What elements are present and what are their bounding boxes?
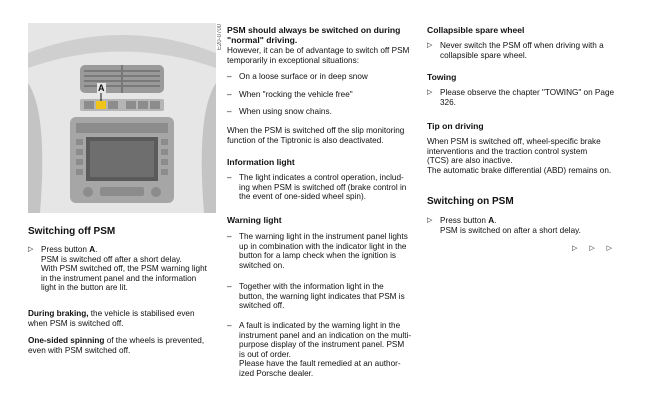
tiptronic-paragraph [227, 126, 419, 145]
tiptronic-text: When the PSM is switched off the slip monitoring [227, 126, 405, 135]
spinning-text: of the wheels is prevented, [104, 336, 205, 345]
information-light-title: Information light [227, 157, 295, 167]
towing-step [427, 88, 627, 107]
spinning-text: even with PSM switched off. [28, 345, 131, 355]
callout-label-a: A [98, 83, 105, 93]
braking-bold: During braking, [28, 309, 89, 318]
list-text: When "rocking the vehicle free" [239, 89, 353, 99]
step-arrow-icon: ▷ [427, 42, 433, 49]
switching-on-title: Switching on PSM [427, 196, 514, 207]
heading-line: "normal" driving. [227, 35, 298, 45]
list-text: ing when PSM is switched off (brake control in [239, 182, 407, 192]
dash-marker: – [227, 89, 232, 99]
list-text: ized Porsche dealer. [239, 368, 314, 378]
list-text: up in combination with the indicator light in the [239, 241, 407, 251]
step-prefix: Press button [41, 245, 90, 254]
continue-arrows-icon: ▷ ▷ ▷ [572, 245, 618, 252]
braking-text: the vehicle is stabilised even [88, 309, 195, 318]
list-text: When using snow chains. [239, 107, 332, 117]
list-text: The light indicates a control operation, includ- [239, 173, 404, 182]
dash-marker: – [227, 282, 232, 291]
tiptronic-text: function of the Tiptronic is also deactivated. [227, 135, 384, 145]
spare-wheel-title: Collapsible spare wheel [427, 25, 525, 35]
step-text: light in the button are lit. [41, 283, 128, 293]
step-arrow-icon: ▷ [427, 217, 433, 224]
intro-paragraph [227, 46, 419, 65]
spinning-bold: One-sided spinning [28, 336, 105, 345]
dash-marker: – [227, 321, 232, 330]
psm-button-highlight [96, 101, 106, 109]
intro-text: temporarily in exceptional situations: [227, 55, 359, 65]
switching-off-title: Switching off PSM [28, 226, 116, 237]
information-light-item [227, 173, 419, 202]
list-text: Together with the information light in the [239, 282, 384, 291]
list-item [227, 90, 419, 100]
list-item [227, 72, 419, 82]
braking-text: when PSM is switched off. [28, 318, 124, 328]
intro-text: However, it can be of advantage to switch off PSM [227, 46, 410, 55]
list-text: switched off. [239, 301, 285, 311]
step-text: PSM is switched on after a short delay. [440, 225, 581, 235]
tip-text: interventions and the traction control system [427, 146, 588, 156]
list-text: Please have the fault remedied at an author- [239, 359, 401, 369]
step-text: With PSM switched off, the PSM warning light [41, 264, 207, 274]
warning-item-3 [227, 321, 419, 379]
step-text: PSM is switched off after a short delay. [41, 254, 182, 264]
tip-paragraph [427, 137, 627, 175]
switch-off-step [28, 245, 218, 293]
warning-light-title: Warning light [227, 215, 282, 225]
towing-title: Towing [427, 72, 457, 82]
step-suffix: . [95, 245, 98, 254]
list-text: On a loose surface or in deep snow [239, 72, 368, 81]
step-arrow-icon: ▷ [427, 89, 433, 96]
button-letter: A [89, 245, 96, 254]
button-letter: A [488, 216, 495, 225]
dashboard-illustration [28, 23, 216, 213]
braking-paragraph [28, 309, 218, 328]
tip-text: (TCS) are also inactive. [427, 156, 513, 166]
list-text: is out of order. [239, 349, 291, 359]
list-text: the event of one-sided wheel spin). [239, 192, 366, 202]
dashboard-figure [28, 23, 216, 213]
warning-item-1 [227, 232, 419, 270]
step-text: Please observe the chapter "TOWING" on Page [440, 88, 615, 97]
list-text: button, the warning light indicates that PSM is [239, 291, 405, 301]
list-text: A fault is indicated by the warning light in the [239, 321, 401, 330]
step-text: 326. [440, 97, 456, 107]
step-line [28, 245, 218, 255]
step-text: in the instrument panel and the information [41, 273, 197, 283]
figure-code: E20-0700 [217, 24, 223, 51]
psm-normal-heading [227, 25, 419, 45]
switch-on-step [427, 216, 627, 235]
step-suffix: . [494, 216, 497, 225]
tip-text: When PSM is switched off, wheel-specific brake [427, 137, 601, 146]
step-text: Never switch the PSM off when driving with a [440, 41, 604, 50]
spare-wheel-step [427, 41, 627, 60]
step-prefix: Press button [440, 216, 489, 225]
list-text: instrument panel and an indication on the multi- [239, 330, 412, 340]
step-arrow-icon: ▷ [28, 246, 34, 253]
dash-marker: – [227, 72, 232, 81]
dash-marker: – [227, 107, 232, 117]
tip-on-driving-title: Tip on driving [427, 121, 484, 131]
list-text: button for a lamp check when the ignition is [239, 251, 397, 261]
dash-marker: – [227, 173, 232, 182]
warning-item-2 [227, 282, 419, 311]
list-text: The warning light in the instrument panel lights [239, 232, 408, 241]
tip-text: The automatic brake differential (ABD) remains on. [427, 165, 612, 175]
dash-marker: – [227, 232, 232, 241]
list-text: purpose display of the instrument panel. PSM [239, 340, 405, 350]
step-text: collapsible spare wheel. [440, 50, 527, 60]
list-text: switched on. [239, 260, 285, 270]
list-item [227, 107, 419, 117]
spinning-paragraph [28, 336, 218, 355]
heading-line: PSM should always be switched on during [227, 25, 401, 35]
situations-list [227, 72, 419, 117]
